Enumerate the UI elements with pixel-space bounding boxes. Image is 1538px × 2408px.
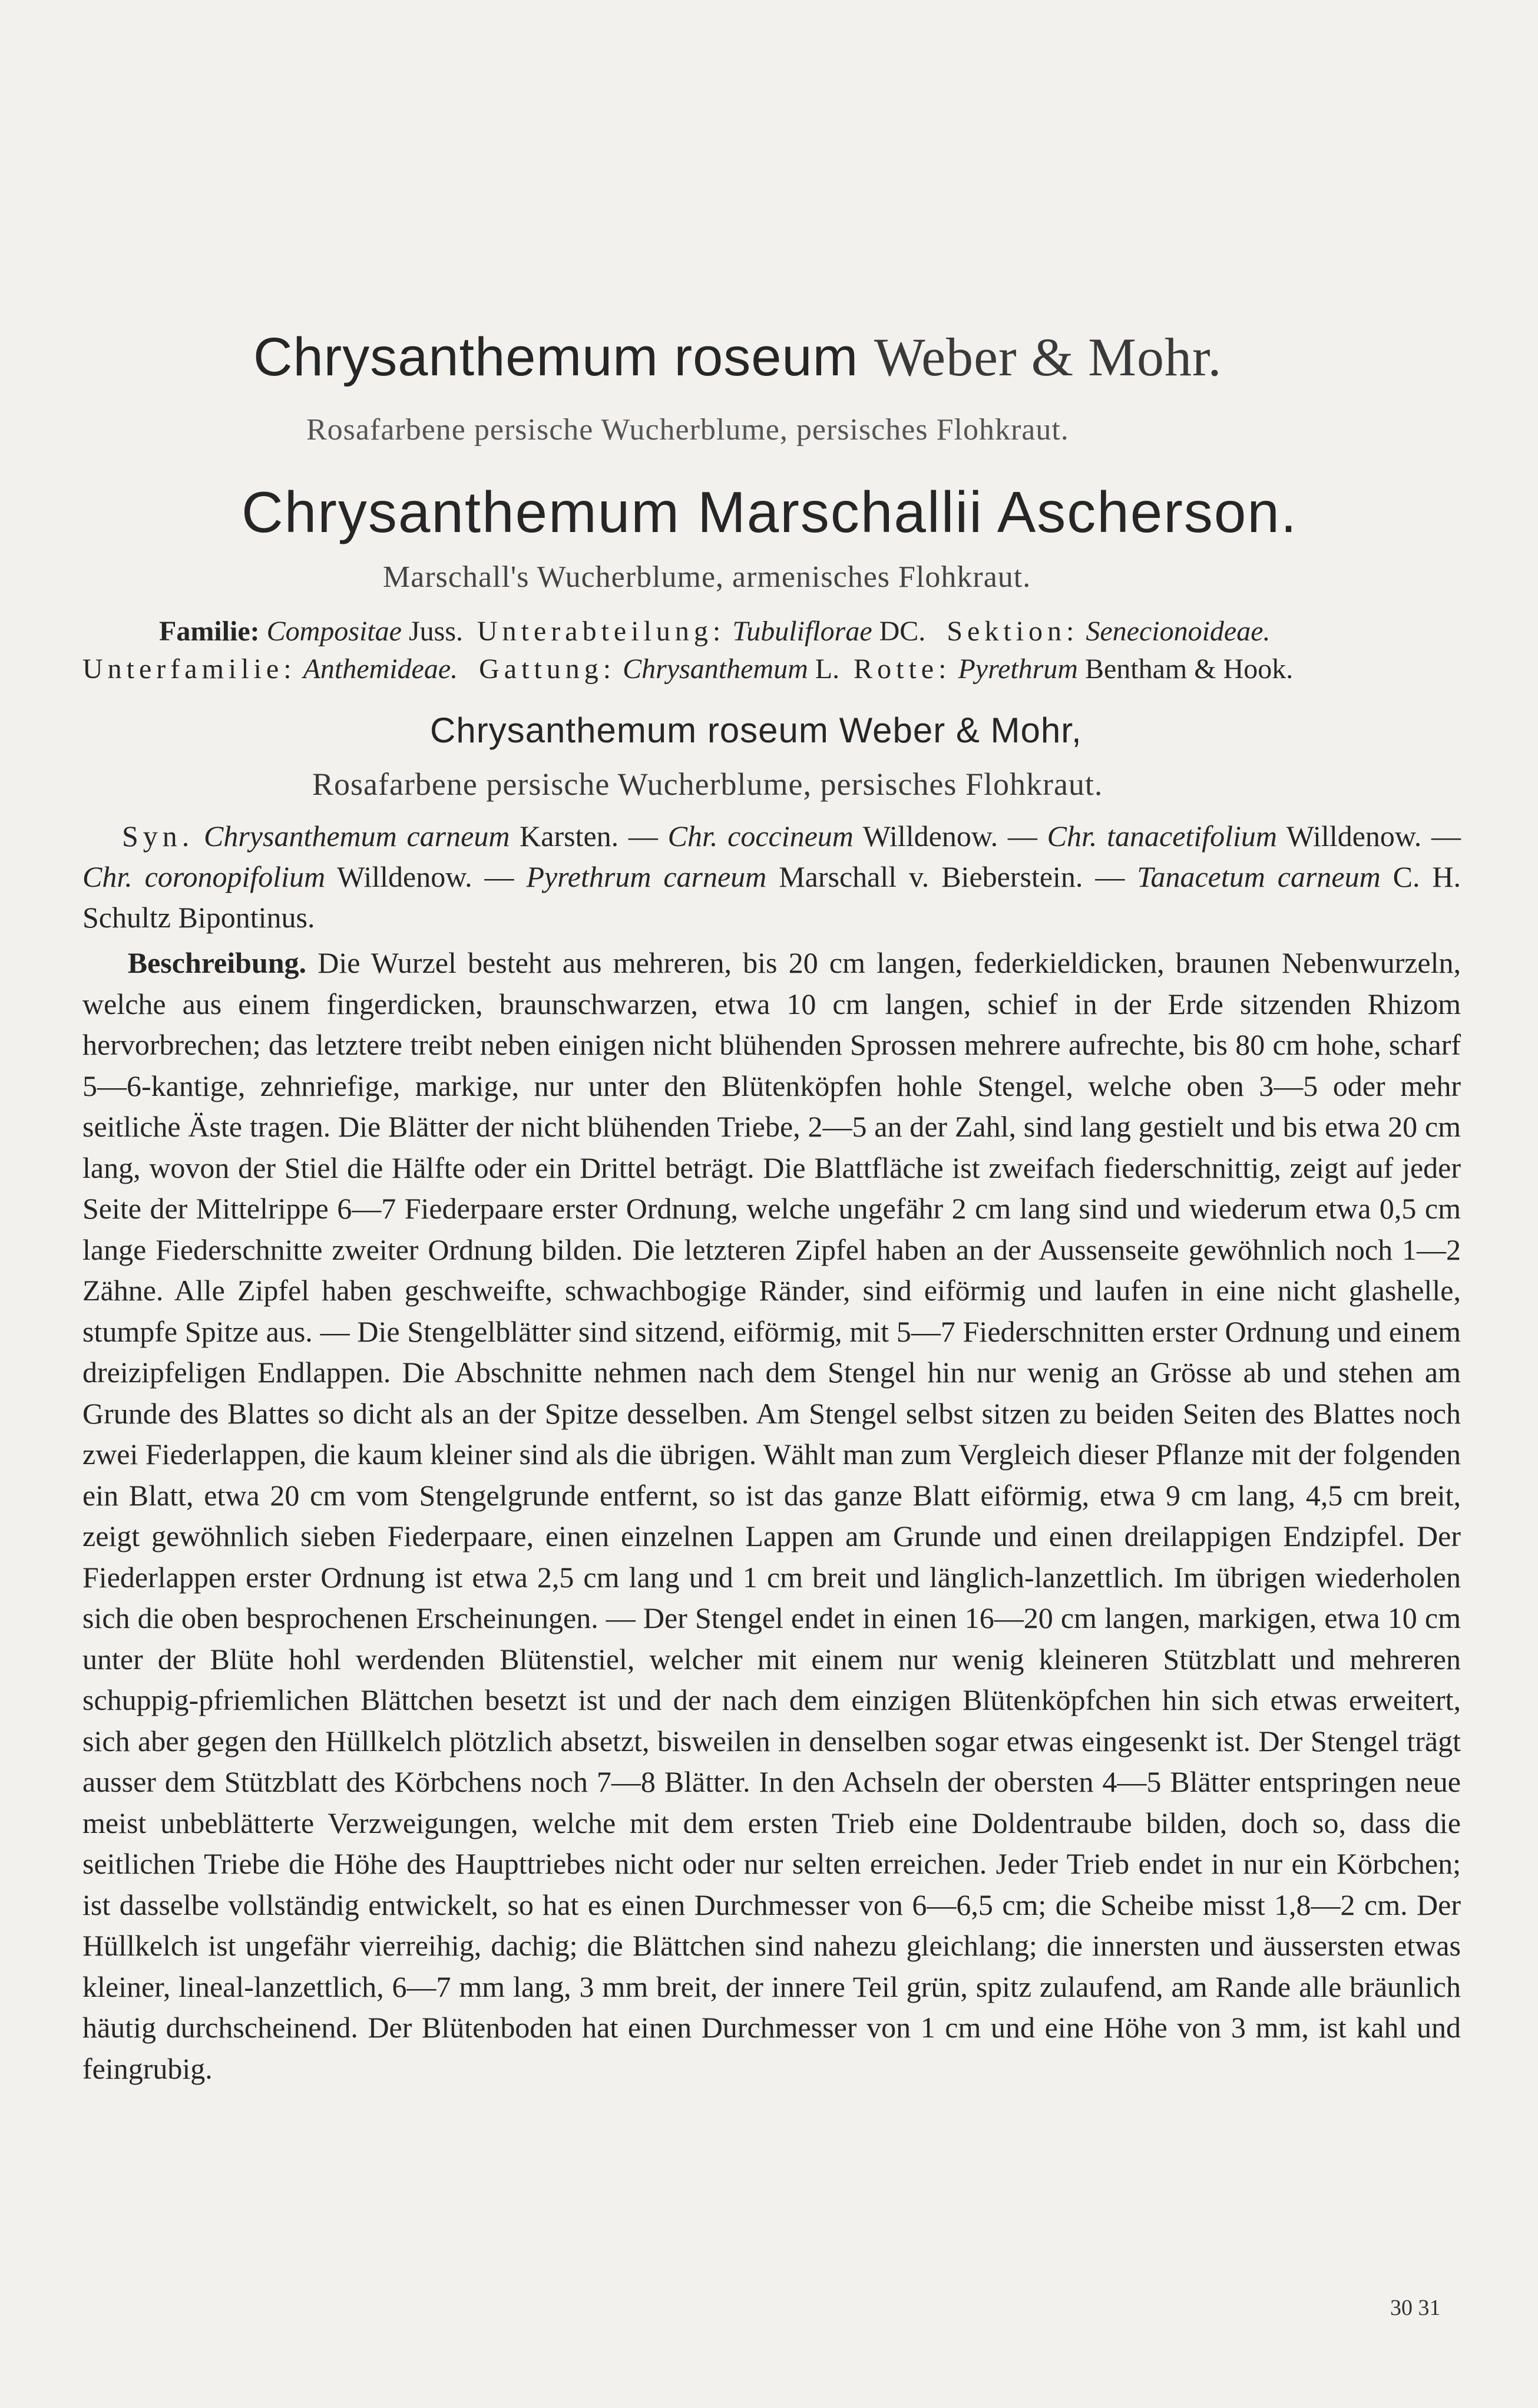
unterfamilie-value: Anthemideae. [303,653,458,685]
description-paragraph [82,943,1461,2089]
synonym-5: Pyrethrum carneum [526,860,767,893]
rotte-author: Bentham & Hook. [1084,653,1294,685]
synonym-4: Chr. coronopifolium [82,860,326,893]
sektion-value: Senecionoideae. [1086,616,1271,647]
gattung-author: L. [815,653,840,685]
description-label: Beschreibung. [127,946,307,979]
synonym-6-author: C. H. Schultz Bipontinus. [82,860,1461,934]
familie-author: Juss. [408,616,463,647]
synonym-4-author: Willdenow. — [337,860,514,893]
synonym-1: Chrysanthemum carneum [203,820,510,853]
synonym-3-author: Willdenow. — [1286,820,1461,853]
taxonomy-line-1 [159,617,1271,646]
synonyms-paragraph [82,816,1461,938]
title-1-author: Weber & Mohr. [874,327,1222,387]
title-chrysanthemum-marschallii [242,480,1298,544]
unterabteilung-value: Tubuliflorae [732,616,872,647]
unterabteilung-label: Unterabteilung: [477,616,726,647]
synonym-2: Chr. coccineum [667,820,854,853]
description-text: Die Wurzel besteht aus mehreren, bis 20 cm langen, federkieldicken, braunen Nebenwurzeln, welche aus einem fingerdicken, braunschwarzen, etwa 10 cm langen, schief in der Erde sitzenden Rhizom hervorbrechen; das letztere treibt neben einigen nicht blühenden Sprossen mehrere aufrechte, bis 80 cm hohe, scharf 5—6-kantige, zehnriefige, markige, nur unter den Blütenköpfen hohle Stengel, welche oben 3—5 oder mehr seitliche Äste tragen. Die Blätter der nicht blühenden Triebe, 2—5 an der Zahl, sind lang gestielt und bis etwa 20 cm lang, wovon der Stiel die Hälfte oder ein Drittel beträgt. Die Blattfläche ist zweifach fiederschnittig, zeigt auf jeder Seite der Mittelrippe 6—7 Fiederpaare erster Ordnung, welche ungefähr 2 cm lang sind und wiederum etwa 0,5 cm lange Fiederschnitte zweiter Ordnung bilden. Die letzteren Zipfel haben an der Aussenseite gewöhnlich noch 1—2 Zähne. Alle Zipfel haben geschweifte, schwachbogige Ränder, sind eiförmig und laufen in eine nicht glashelle, stumpfe Spitze aus. — Die Stengelblätter sind sitzend, eiförmig, mit 5—7 Fiederschnitten erster Ordnung und einem dreizipfeligen Endlappen. Die Abschnitte nehmen nach dem Stengel hin nur wenig an Grösse ab und stehen am Grunde des Blattes so dicht als an der Spitze desselben. Am Stengel selbst sitzen zu beiden Seiten des Blattes noch zwei Fiederlappen, die kaum kleiner sind als die übrigen. Wählt man zum Vergleich dieser Pflanze mit der folgenden ein Blatt, etwa 20 cm vom Stengelgrunde entfernt, so ist das ganze Blatt eiförmig, etwa 9 cm lang, 4,5 cm breit, zeigt gewöhnlich sieben Fiederpaare, einen einzelnen Lappen am Grunde und einen dreilappigen Endzipfel. Der Fiederlappen erster Ordnung ist etwa 2,5 cm lang und 1 cm breit und länglich-lanzettlich. Im übrigen wiederholen sich die oben besprochenen Erscheinungen. — Der Stengel endet in einen 16—20 cm langen, markigen, etwa 10 cm unter der Blüte hohl werdenden Blütenstiel, welcher mit einem nur wenig kleineren Stützblatt und mehreren schuppig-pfriemlichen Blättchen besetzt ist und der nach dem einzigen Blütenköpfchen hin sich etwas erweitert, sich aber gegen den Hüllkelch plötzlich absetzt, bisweilen in denselben sogar etwas eingesenkt ist. Der Stengel trägt ausser dem Stützblatt des Körbchens noch 7—8 Blätter. In den Achseln der obersten 4—5 Blätter entspringen neue meist unbeblätterte Verzweigungen, welche mit dem ersten Trieb eine Doldentraube bilden, doch so, dass die seitlichen Triebe die Höhe des Haupttriebes nicht oder nur selten erreichen. Jeder Trieb endet in nur ein Körbchen; ist dasselbe vollständig entwickelt, so hat es einen Durchmesser von 6—6,5 cm; die Scheibe misst 1,8—2 cm. Der Hüllkelch ist ungefähr vierreihig, dachig; die Blättchen sind nahezu gleichlang; die innersten und äussersten etwas kleiner, lineal-lanzettlich, 6—7 mm lang, 3 mm breit, der innere Teil grün, spitz zulaufend, am Rande alle bräunlich häutig durchscheinend. Der Blütenboden hat einen Durchmesser von 1 cm und eine Höhe von 3 mm, ist kahl und feingrubig. [82,946,1461,2085]
title-2-name: Chrysanthemum Marschallii [242,480,984,544]
synonyms-label: Syn. [121,820,194,853]
unterabteilung-author: DC. [879,616,926,647]
familie-label: Familie: [159,616,260,647]
rotte-value: Pyrethrum [958,653,1078,685]
title-chrysanthemum-roseum [253,327,1222,387]
unterfamilie-label: Unterfamilie: [82,653,296,685]
title-1-name: Chrysanthemum roseum [253,327,859,387]
page-number: 30 31 [1390,2295,1441,2320]
subtitle-1: Rosafarbene persische Wucherblume, persisches Flohkraut. [306,413,1069,447]
subtitle-2: Marschall's Wucherblume, armenisches Flohkraut. [383,560,1031,594]
taxonomy-line-2 [82,655,1293,683]
title-2-author: Ascherson. [997,480,1298,544]
sektion-label: Sektion: [947,616,1079,647]
gattung-value: Chrysanthemum [623,653,808,685]
gattung-label: Gattung: [479,653,616,685]
synonym-2-author: Willdenow. — [862,820,1037,853]
subtitle-3: Rosafarbene persische Wucherblume, persisches Flohkraut. [312,767,1103,802]
synonym-3: Chr. tanacetifolium [1047,820,1277,853]
synonym-6: Tanacetum carneum [1137,860,1381,893]
synonym-5-author: Marschall v. Bieberstein. — [779,860,1125,893]
rotte-label: Rotte: [854,653,951,685]
section-heading: Chrysanthemum roseum Weber & Mohr, [430,711,1082,750]
synonym-1-author: Karsten. — [520,820,658,853]
familie-value: Compositae [266,616,402,647]
